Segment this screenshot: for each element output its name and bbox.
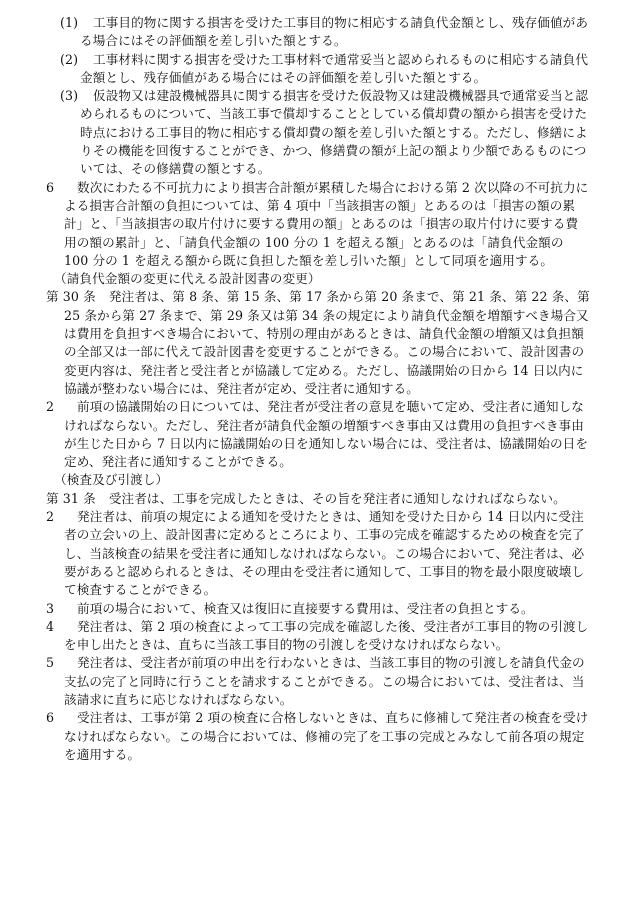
article-heading: （検査及び引渡し）	[54, 472, 169, 488]
subitem-number: (2)	[60, 51, 79, 67]
paragraph-number: 2	[46, 509, 55, 525]
paragraph-6	[46, 709, 590, 764]
article-31	[46, 490, 590, 508]
paragraph-6	[46, 179, 590, 270]
subitem-number: (3)	[60, 88, 79, 104]
subitem-1	[46, 14, 590, 51]
paragraph-text: 受注者は、工事が第 2 項の検査に合格しないときは、直ちに修補して発注者の検査を受けなければならない。この場合においては、修補の完了を工事の完成とみなして前各項の規定を適用する。	[64, 710, 589, 762]
article-heading: （請負代金額の変更に代える設計図書の変更）	[54, 271, 321, 287]
paragraph-text: 発注者は、前項の規定による通知を受けたときは、通知を受けた日から 14 日以内に受注者の立会いの上、設計図書に定めるところにより、工事の完成を確認するための検査を完了し、当該検査の結果を受注者に通知しなければならない。この場合において、発注者は、必要があると認められるときは、その理由を受注者に通知して、工事目的物を最小限度破壊して検査することができる。	[64, 509, 585, 598]
article-text: 受注者は、工事を完成したときは、その旨を発注者に通知しなければならない。	[108, 490, 566, 506]
paragraph-number: 3	[46, 600, 55, 616]
subitem-text: 仮設物又は建設機械器具に関する損害を受けた仮設物又は建設機械器具で通常妥当と認められるものについて、当該工事で償却することとしている償却費の額から損害を受けた時点における工事目的物に相応する償却費の額を差し引いた額とする。ただし、修繕によりその機能を回復することができ、かつ、修繕費の額が上記の額より少額であるものについては、その修繕費の額とする。	[80, 88, 589, 177]
subitem-text: 工事目的物に関する損害を受けた工事目的物に相応する請負代金額とし、残存価値がある場合にはその評価額を差し引いた額とする。	[80, 15, 589, 49]
paragraph-text: 数次にわたる不可抗力により損害合計額が累積した場合における第 2 次以降の不可抗力による損害合計額の負担については、第 4 項中「当該損害の額」とあるのは「損害の額の累計」と、「当該損害の取片付けに要する費用の額」とあるのは「損害の取片付けに要する費用の額の累計」と、「請負代金額の 100 分の 1 を超える額」とあるのは「請負代金額の 100 分の 1 を超える額から既に負担した額を差し引いた額」として同項を適用する。	[64, 179, 589, 268]
article-number: 第 30 条	[46, 289, 96, 305]
paragraph-text: 前項の場合において、検査又は復旧に直接要する費用は、受注者の負担とする。	[77, 600, 534, 616]
article-30	[46, 288, 590, 398]
paragraph-number: 4	[46, 618, 55, 634]
paragraph-number: 5	[46, 655, 55, 671]
subitem-3	[46, 87, 590, 178]
paragraph-2	[46, 508, 590, 599]
paragraph-number: 6	[46, 179, 55, 195]
paragraph-4	[46, 618, 590, 655]
paragraph-2	[46, 398, 590, 471]
paragraph-5	[46, 654, 590, 709]
paragraph-number: 6	[46, 710, 55, 726]
subitem-text: 工事材料に関する損害を受けた工事材料で通常妥当と認められるものに相応する請負代金額とし、残存価値がある場合にはその評価額を差し引いた額とする。	[80, 51, 589, 85]
paragraph-text: 発注者は、受注者が前項の申出を行わないときは、当該工事目的物の引渡しを請負代金の支払の完了と同時に行うことを請求することができる。この場合においては、受注者は、当該請求に直ちに応じなければならない。	[64, 655, 585, 707]
paragraph-text: 発注者は、第 2 項の検査によって工事の完成を確認した後、受注者が工事目的物の引渡しを申し出たときは、直ちに当該工事目的物の引渡しを受けなければならない。	[64, 618, 589, 653]
paragraph-number: 2	[46, 399, 55, 415]
paragraph-3	[46, 600, 590, 618]
article-text: 発注者は、第 8 条、第 15 条、第 17 条から第 20 条まで、第 21 条、第 22 条、第 25 条から第 27 条まで、第 29 条又は第 34 条の規定により請負代金額を増額すべき場合又は費用を負担すべき場合において、特別の理由があるときは、請負代金額の増額又は負担額の全部又は一部に代えて設計図書を変更することができる。この場合において、設計図書の変更内容は、発注者と受注者とが協議して定める。ただし、協議開始の日から 14 日以内に協議が整わない場合には、発注者が定め、受注者に通知する。	[64, 289, 590, 396]
paragraph-text: 前項の協議開始の日については、発注者が受注者の意見を聴いて定め、受注者に通知しなければならない。ただし、発注者が請負代金額の増額すべき事由又は費用の負担すべき事由が生じた日から 7 日以内に協議開始の日を通知しない場合には、受注者は、協議開始の日を定め、発注者に通知することができる。	[64, 399, 589, 470]
article-number: 第 31 条	[46, 490, 96, 506]
subitem-2	[46, 51, 590, 88]
subitem-number: (1)	[60, 15, 79, 30]
